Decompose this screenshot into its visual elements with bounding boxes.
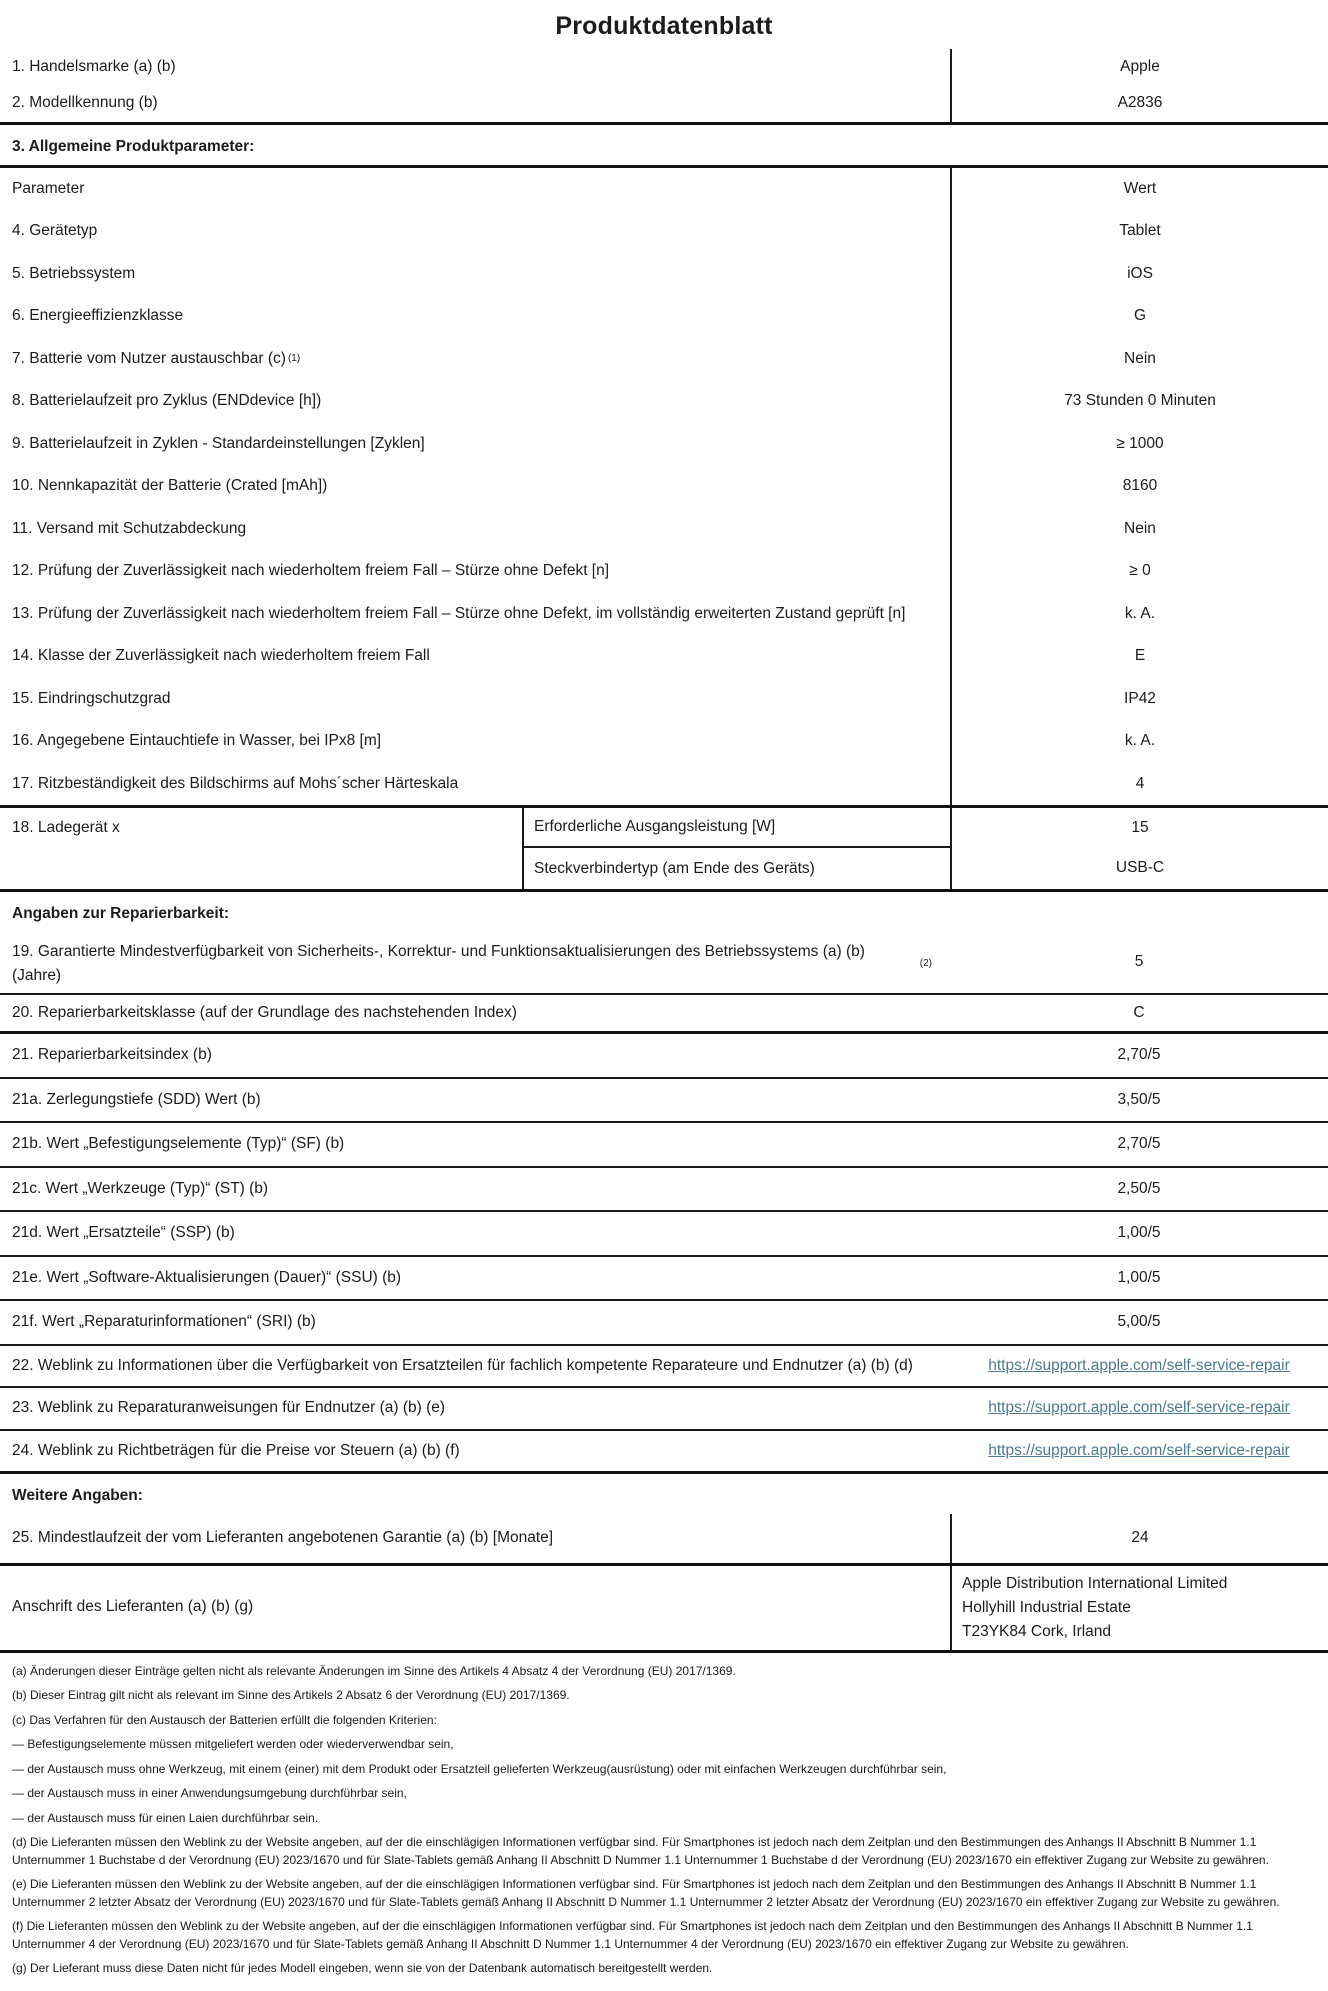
row-value: A2836 bbox=[950, 85, 1328, 121]
row-label: 10. Nennkapazität der Batterie (Crated [mAh]) bbox=[12, 477, 328, 495]
charger-label: 18. Ladegerät x bbox=[12, 818, 120, 836]
row-value: 5,00/5 bbox=[1117, 1313, 1161, 1331]
table-row bbox=[0, 1257, 1328, 1301]
row-value: iOS bbox=[950, 253, 1328, 295]
table-row bbox=[0, 1388, 1328, 1430]
charger-sub-row bbox=[522, 808, 1328, 848]
row-label: 21f. Wert „Reparaturinformationen“ (SRI) (b) bbox=[12, 1313, 316, 1331]
row-value: 5 bbox=[1134, 953, 1144, 971]
row-label: 21c. Wert „Werkzeuge (Typ)“ (ST) (b) bbox=[12, 1179, 269, 1197]
row-label: 24. Weblink zu Richtbeträgen für die Preise vor Steuern (a) (b) (f) bbox=[12, 1441, 460, 1459]
self-service-repair-link[interactable]: https://support.apple.com/self-service-repair bbox=[988, 1399, 1290, 1417]
table-row bbox=[0, 465, 1328, 507]
table-row bbox=[0, 210, 1328, 252]
table-row bbox=[0, 1034, 1328, 1078]
row-value: k. A. bbox=[950, 593, 1328, 635]
row-value: 24 bbox=[950, 1514, 1328, 1562]
row-label: 21a. Zerlegungstiefe (SDD) Wert (b) bbox=[12, 1090, 261, 1108]
row-value: C bbox=[1133, 1003, 1145, 1021]
row-label-text: 7. Batterie vom Nutzer austauschbar (c) bbox=[12, 349, 286, 367]
table-row bbox=[0, 1431, 1328, 1474]
table-row bbox=[0, 338, 1328, 380]
row-value: 73 Stunden 0 Minuten bbox=[950, 380, 1328, 422]
row-label: 20. Reparierbarkeitsklasse (auf der Grundlage des nachstehenden Index) bbox=[12, 1003, 517, 1021]
identification-table bbox=[0, 49, 1328, 125]
row-label-text: 19. Garantierte Mindestverfügbarkeit von Sicherheits-, Korrektur- und Funktionsaktualisierungen des Betriebssystems (a) (b) (Jahre) bbox=[12, 942, 865, 984]
section-heading-more: Weitere Angaben: bbox=[12, 1487, 143, 1505]
table-row bbox=[0, 1079, 1328, 1123]
row-label: 21b. Wert „Befestigungselemente (Typ)“ (SF) (b) bbox=[12, 1135, 345, 1153]
row-label: Erforderliche Ausgangsleistung [W] bbox=[522, 808, 950, 848]
row-value bbox=[950, 1346, 1328, 1386]
footnote-c-criterion: — der Austausch muss für einen Laien durchführbar sein. bbox=[12, 1810, 319, 1825]
row-label: 7. Batterie vom Nutzer austauschbar (c) (1) bbox=[0, 338, 950, 380]
table-row bbox=[0, 932, 1328, 995]
row-label: 25. Mindestlaufzeit der vom Lieferanten angebotenen Garantie (a) (b) [Monate] bbox=[12, 1529, 554, 1547]
column-header-wert: Wert bbox=[950, 168, 1328, 210]
column-header-parameter: Parameter bbox=[12, 179, 85, 197]
table-row bbox=[0, 1346, 1328, 1388]
row-value: ≥ 0 bbox=[950, 550, 1328, 592]
table-row bbox=[0, 550, 1328, 592]
footnotes-section bbox=[0, 1653, 1328, 1991]
charger-sub-row bbox=[522, 848, 1328, 888]
footnote-f: (f) Die Lieferanten müssen den Weblink zu der Website angeben, auf der die einschlägigen Informationen verfügbar sind. Für Smartphones ist jedoch nach dem Zeitplan und den Bestimmungen des Anhangs II Abschnitt B Nummer 1.1 Unternummer 4 der Verordnung (EU) 2023/1670 und für Slate-Tablets gemäß Anhang II Abschnitt D Nummer 1.1 Unternummer 4 der Verordnung (EU) 2023/1670 ein effektiver Zugang zur Website zu gewähren. bbox=[12, 1919, 1253, 1951]
table-row bbox=[0, 1168, 1328, 1212]
row-value: E bbox=[950, 635, 1328, 677]
table-row bbox=[0, 1301, 1328, 1345]
row-value: 4 bbox=[950, 763, 1328, 805]
table-row bbox=[0, 380, 1328, 422]
footnote-d: (d) Die Lieferanten müssen den Weblink zu der Website angeben, auf der die einschlägigen Informationen verfügbar sind. Für Smartphones ist jedoch nach dem Zeitplan und den Bestimmungen des Anhangs II Abschnitt B Nummer 1.1 Unternummer 1 Buchstabe d der Verordnung (EU) 2023/1670 und für Slate-Tablets gemäß Anhang II Abschnitt D Nummer 1.1 Unternummer 1 Buchstabe d der Verordnung (EU) 2023/1670 ein effektiver Zugang zur Website zu gewähren. bbox=[12, 1835, 1269, 1867]
footnote-b: (b) Dieser Eintrag gilt nicht als relevant im Sinne des Artikels 2 Absatz 6 der Verordnung (EU) 2017/1369. bbox=[12, 1688, 570, 1703]
self-service-repair-link[interactable]: https://support.apple.com/self-service-repair bbox=[988, 1356, 1290, 1374]
footnote-e: (e) Die Lieferanten müssen den Weblink zu der Website angeben, auf der die einschlägigen Informationen verfügbar sind. Für Smartphones ist jedoch nach dem Zeitplan und den Bestimmungen des Anhangs II Abschnitt B Nummer 1.1 Unternummer 2 letzter Absatz der Verordnung (EU) 2023/1670 und für Slate-Tablets gemäß Anhang II Abschnitt D Nummer 1.1 Unternummer 2 letzter Absatz der Verordnung (EU) 2023/1670 ein effektiver Zugang zur Website zu gewähren. bbox=[12, 1877, 1280, 1909]
row-label: 1. Handelsmarke (a) (b) bbox=[12, 58, 176, 75]
row-label: 9. Batterielaufzeit in Zyklen - Standardeinstellungen [Zyklen] bbox=[12, 434, 425, 452]
table-row bbox=[0, 49, 1328, 85]
row-value: IP42 bbox=[950, 678, 1328, 720]
charger-sub-table bbox=[522, 808, 1328, 889]
footnote-c: (c) Das Verfahren für den Austausch der Batterien erfüllt die folgenden Kriterien: bbox=[12, 1712, 437, 1727]
row-value: 15 bbox=[950, 808, 1328, 848]
row-label: 21d. Wert „Ersatzteile“ (SSP) (b) bbox=[12, 1224, 235, 1242]
table-row bbox=[0, 720, 1328, 762]
table-row bbox=[0, 763, 1328, 805]
row-label: 6. Energieeffizienzklasse bbox=[12, 307, 184, 325]
self-service-repair-link[interactable]: https://support.apple.com/self-service-repair bbox=[988, 1441, 1290, 1459]
row-label: 12. Prüfung der Zuverlässigkeit nach wiederholtem freiem Fall – Stürze ohne Defekt [n] bbox=[12, 562, 610, 580]
supplier-label: Anschrift des Lieferanten (a) (b) (g) bbox=[12, 1598, 254, 1616]
section-heading-repairability: Angaben zur Reparierbarkeit: bbox=[12, 904, 230, 922]
table-row bbox=[0, 253, 1328, 295]
row-label: 16. Angegebene Eintauchtiefe in Wasser, bei IPx8 [m] bbox=[12, 732, 382, 750]
row-value: USB-C bbox=[950, 848, 1328, 888]
row-value bbox=[950, 1431, 1328, 1471]
row-label: 2. Modellkennung (b) bbox=[12, 94, 158, 112]
footnote-c-criterion: — der Austausch muss in einer Anwendungsumgebung durchführbar sein, bbox=[12, 1786, 407, 1801]
table-row bbox=[0, 1212, 1328, 1256]
section-heading-general-parameters: 3. Allgemeine Produktparameter: bbox=[12, 137, 255, 155]
row-label: 5. Betriebssystem bbox=[12, 264, 136, 282]
footnote-c-criterion: — der Austausch muss ohne Werkzeug, mit einem (einer) mit dem Produkt oder Ersatzteil gelieferten Werkzeug(ausrüstung) oder mit einfachen Werkzeugen durchführbar sein, bbox=[12, 1761, 947, 1776]
row-label: 21. Reparierbarkeitsindex (b) bbox=[12, 1046, 212, 1064]
table-row bbox=[0, 423, 1328, 465]
table-row bbox=[0, 85, 1328, 121]
row-value bbox=[950, 1388, 1328, 1428]
row-value: 8160 bbox=[950, 465, 1328, 507]
table-row bbox=[0, 295, 1328, 337]
supplier-address-line: Hollyhill Industrial Estate bbox=[962, 1598, 1131, 1616]
footnote-c-criterion: — Befestigungselemente müssen mitgeliefert werden oder wiederverwendbar sein, bbox=[12, 1737, 454, 1752]
row-label: 15. Eindringschutzgrad bbox=[12, 689, 171, 707]
row-label: 14. Klasse der Zuverlässigkeit nach wiederholtem freiem Fall bbox=[12, 647, 430, 665]
row-label: 11. Versand mit Schutzabdeckung bbox=[12, 519, 247, 537]
table-row bbox=[0, 635, 1328, 677]
row-label: 4. Gerätetyp bbox=[12, 222, 98, 240]
row-value: Nein bbox=[950, 338, 1328, 380]
row-value: Nein bbox=[950, 508, 1328, 550]
row-label: 17. Ritzbeständigkeit des Bildschirms auf Mohs´scher Härteskala bbox=[12, 774, 459, 792]
supplier-address-line: T23YK84 Cork, Irland bbox=[962, 1622, 1112, 1640]
row-label: 22. Weblink zu Informationen über die Verfügbarkeit von Ersatzteilen für fachlich kompetente Reparateure und Endnutzer (a) (b) (d) bbox=[12, 1356, 913, 1374]
supplier-row bbox=[0, 1566, 1328, 1653]
row-value: 1,00/5 bbox=[1117, 1268, 1161, 1286]
page-title: Produktdatenblatt bbox=[555, 12, 773, 40]
row-label: 21e. Wert „Software-Aktualisierungen (Dauer)“ (SSU) (b) bbox=[12, 1268, 402, 1286]
general-parameters-table bbox=[0, 165, 1328, 808]
table-row bbox=[0, 508, 1328, 550]
row-value: ≥ 1000 bbox=[950, 423, 1328, 465]
row-value: Apple bbox=[950, 49, 1328, 85]
row-value: G bbox=[950, 295, 1328, 337]
table-row bbox=[0, 593, 1328, 635]
row-label: Steckverbindertyp (am Ende des Geräts) bbox=[522, 848, 950, 888]
table-header-row bbox=[0, 168, 1328, 210]
footnote-g: (g) Der Lieferant muss diese Daten nicht für jedes Modell eingeben, wenn sie von der Datenbank automatisch bereitgestellt werden. bbox=[12, 1961, 713, 1976]
table-row bbox=[0, 1514, 1328, 1565]
supplier-address-line: Apple Distribution International Limited bbox=[962, 1574, 1228, 1592]
row-value: 2,50/5 bbox=[1117, 1179, 1161, 1197]
row-value: 3,50/5 bbox=[1117, 1090, 1161, 1108]
table-row bbox=[0, 995, 1328, 1034]
row-value: Tablet bbox=[950, 210, 1328, 252]
row-value: k. A. bbox=[950, 720, 1328, 762]
table-row bbox=[0, 1123, 1328, 1167]
footnote-a: (a) Änderungen dieser Einträge gelten nicht als relevante Änderungen im Sinne des Artikels 4 Absatz 4 der Verordnung (EU) 2017/1369. bbox=[12, 1663, 736, 1678]
row-value: 2,70/5 bbox=[1117, 1046, 1161, 1064]
supplier-address bbox=[950, 1566, 1328, 1650]
row-label: 8. Batterielaufzeit pro Zyklus (ENDdevice [h]) bbox=[12, 392, 322, 410]
row-value: 2,70/5 bbox=[1117, 1135, 1161, 1153]
table-row bbox=[0, 678, 1328, 720]
row-label: 13. Prüfung der Zuverlässigkeit nach wiederholtem freiem Fall – Stürze ohne Defekt, im vollständig erweiterten Zustand geprüft [n] bbox=[12, 604, 906, 622]
row-label: 23. Weblink zu Reparaturanweisungen für Endnutzer (a) (b) (e) bbox=[12, 1399, 446, 1417]
charger-row bbox=[0, 808, 1328, 892]
row-label: 19. Garantierte Mindestverfügbarkeit von Sicherheits-, Korrektur- und Funktionsaktualisierungen des Betriebssystems (a) (b) (Jahre) (2) bbox=[0, 932, 950, 993]
row-value: 1,00/5 bbox=[1117, 1224, 1161, 1242]
